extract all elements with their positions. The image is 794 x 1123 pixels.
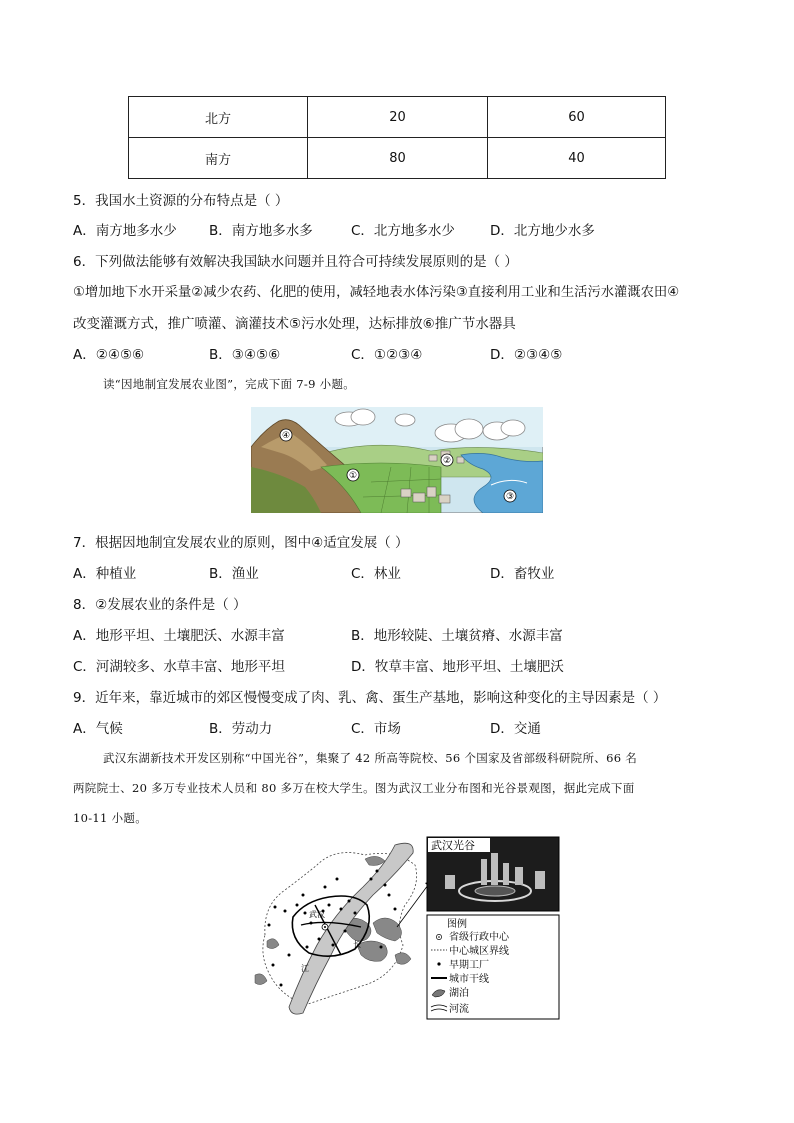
map-label-jiang: 江 [301,964,309,973]
question-8-option-c: C．河湖较多、水草丰富、地形平坦 [73,659,285,675]
question-9-option-c: C．市场 [351,721,401,737]
wuhan-industry-map-figure [245,835,565,1025]
photo-title: 武汉光谷 [431,839,475,852]
table-cell: 南方 [129,138,308,179]
question-7-stem: 7．根据因地制宜发展农业的原则，图中④适宜发展（ ） [73,535,409,551]
question-6-option-b: B．③④⑤⑥ [209,347,281,363]
question-6-statements-line1: ①增加地下水开采量②减少农药、化肥的使用，减轻地表水体污染③直接利用工业和生活污水灌溉农田④ [73,285,680,300]
optics-valley-photo [427,837,559,911]
question-6-option-c: C．①②③④ [351,347,423,363]
legend-item: 早期工厂 [449,960,489,971]
question-5-option-b: B．南方地多水多 [209,223,313,239]
question-5-option-d: D．北方地少水多 [490,223,595,239]
question-8-option-b: B．地形较陡、土壤贫瘠、水源丰富 [351,628,563,644]
question-5-stem: 5．我国水土资源的分布特点是（ ） [73,193,289,209]
legend-item: 省级行政中心 [449,932,509,943]
question-7-option-c: C．林业 [351,566,401,582]
question-9-option-a: A．气候 [73,721,123,737]
table-cell: 80 [308,138,488,179]
intro-10-11-line2: 两院院士、20 多万专业技术人员和 80 多万在校大学生。图为武汉工业分布图和光谷景观图，据此完成下面 [73,781,635,795]
question-5-option-a: A．南方地多水少 [73,223,177,239]
question-8-option-d: D．牧草丰富、地形平坦、土壤肥沃 [351,659,564,675]
factory-dot-icon [437,962,440,965]
intro-10-11-line1: 武汉东湖新技术开发区别称“中国光谷”，集聚了 42 所高等院校、56 个国家及省部级科研院所、66 名 [103,751,638,765]
legend-item: 城市干线 [449,974,489,985]
question-7-option-d: D．畜牧业 [490,566,555,582]
table-row [129,138,666,179]
figure1-label-3: ③ [505,492,515,502]
figure1-label-1: ① [348,471,358,481]
table-cell: 20 [308,97,488,138]
legend-item: 湖泊 [449,988,469,999]
question-6-statements-line2: 改变灌溉方式，推广喷灌、滴灌技术⑤污水处理，达标排放⑥推广节水器具 [73,316,516,332]
intro-10-11-line3: 10-11 小题。 [73,811,148,825]
agriculture-landscape-figure [251,407,543,513]
question-9-stem: 9．近年来，靠近城市的郊区慢慢变成了肉、乳、禽、蛋生产基地，影响这种变化的主导因素是（ ） [73,690,667,706]
question-7-option-a: A．种植业 [73,566,137,582]
question-6-option-a: A．②④⑤⑥ [73,347,145,363]
table-cell: 40 [488,138,666,179]
question-8-stem: 8．②发展农业的条件是（ ） [73,597,247,613]
question-7-option-b: B．渔业 [209,566,259,582]
question-9-option-b: B．劳动力 [209,721,273,737]
question-6-stem: 6．下列做法能够有效解决我国缺水问题并且符合可持续发展原则的是（ ） [73,254,518,270]
water-land-table [128,96,666,179]
legend-title: 图例 [447,919,467,930]
map-legend [427,915,559,1019]
table-cell: 60 [488,97,666,138]
question-5-option-c: C．北方地多水少 [351,223,455,239]
figure1-label-4: ④ [281,431,291,441]
intro-7-9: 读“因地制宜发展农业图”，完成下面 7-9 小题。 [103,377,356,391]
question-9-option-d: D．交通 [490,721,541,737]
table-row [129,97,666,138]
map-label-wuhan: 武汉 [309,910,325,919]
map-label-chang: 长 [353,940,361,949]
table-cell: 北方 [129,97,308,138]
legend-item: 中心城区界线 [449,946,509,957]
figure1-label-2: ② [442,456,452,466]
question-8-option-a: A．地形平坦、土壤肥沃、水源丰富 [73,628,285,644]
question-6-option-d: D．②③④⑤ [490,347,563,363]
legend-item: 河流 [449,1004,469,1015]
